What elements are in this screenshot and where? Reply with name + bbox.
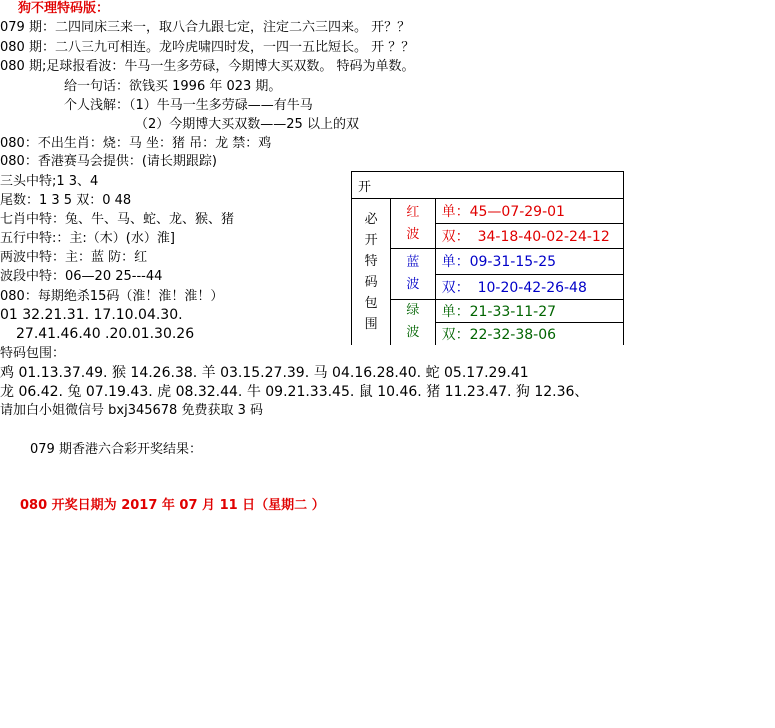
prediction-079: 079 期：二四同床三来一，取八合九跟七定，注定二六三四来。 开？？ (0, 20, 411, 35)
page-title: 狗不理特码版： (18, 1, 110, 16)
tema-box (351, 171, 624, 345)
box-vertical-char: 特 (364, 254, 378, 269)
wechat-note: 请加白小姐微信号 bxj345678 免费获取 3 码 (0, 403, 263, 418)
blue-wave-label (391, 249, 435, 300)
box-vertical-label (352, 199, 391, 346)
kill-numbers-title: 080：每期绝杀15码（淮！淮！淮！） (0, 289, 224, 304)
five-elements: 五行中特:：主:（木）(水）淮] (0, 231, 175, 246)
kill-numbers-2: 27.41.46.40 .20.01.30.26 (16, 326, 195, 342)
result-title: 079 期香港六合彩开奖结果： (30, 442, 202, 457)
seven-zodiac: 七肖中特：兔、牛、马、蛇、龙、猴、猪 (0, 212, 235, 227)
box-vertical-char: 开 (364, 233, 378, 248)
two-waves: 两波中特：主：蓝 防：红 (0, 250, 148, 265)
blue-double-row (435, 274, 623, 299)
three-heads: 三头中特;1 3、4 (0, 174, 99, 189)
opinion-line-2: （2）今期博大买双数——25 以上的双 (135, 117, 359, 132)
tail-numbers: 尾数：1 3 5 双：0 48 (0, 193, 132, 208)
blue-single-label: 单： (441, 254, 470, 271)
blue-single-row (435, 249, 623, 275)
red-double-label: 双： (441, 229, 470, 245)
box-vertical-char: 码 (364, 275, 378, 290)
blue-double-label: 双： (441, 279, 470, 296)
blue-single-value: 09-31-15-25 (469, 254, 557, 271)
red-single-row (435, 199, 623, 224)
tema-label: 特码包围： (0, 346, 66, 361)
prediction-080-football: 080 期;足球报看波：牛马一生多劳碌，今期博大买双数。 特码为单数。 (0, 59, 415, 74)
green-single-label: 单： (441, 303, 470, 320)
box-vertical-char: 围 (364, 317, 378, 332)
zodiac-exclusions: 080：不出生肖：烧：马 坐：猪 吊：龙 禁：鸡 (0, 136, 272, 151)
red-single-label: 单： (441, 204, 470, 220)
zodiac-numbers-2: 龙 06.42. 兔 07.19.43. 虎 08.32.44. 牛 09.21.33.45. 鼠 10.46. 猪 11.23.47. 狗 12.36、 (0, 384, 589, 400)
red-wave-label (391, 199, 435, 249)
prediction-080-poem: 080 期：二八三九可相连。龙吟虎啸四时发，一四一五比短长。 开 ？？ (0, 40, 415, 55)
hk-jockey-note: 080：香港赛马会提供：(请长期跟踪) (0, 154, 217, 169)
green-double-value: 22-32-38-06 (469, 327, 557, 343)
red-wave-char: 红 (406, 204, 420, 220)
box-vertical-char: 包 (364, 296, 378, 311)
red-double-row (435, 224, 623, 249)
green-wave-char: 绿 (406, 303, 420, 319)
draw-date: 080 开奖日期为 2017 年 07 月 11 日（星期二 ） (20, 498, 325, 513)
opinion-line-1: 个人浅解：（1）牛马一生多劳碌——有牛马 (64, 98, 313, 113)
zodiac-numbers-1: 鸡 01.13.37.49. 猴 14.26.38. 羊 03.15.27.39. 马 04.16.28.40. 蛇 05.17.29.41 (0, 365, 529, 381)
green-single-value: 21-33-11-27 (469, 303, 557, 320)
blue-double-value: 10-20-42-26-48 (477, 279, 587, 296)
red-double-value: 34-18-40-02-24-12 (477, 229, 610, 245)
green-wave-char: 波 (406, 325, 420, 341)
green-double-label: 双： (441, 327, 470, 343)
green-double-row (435, 323, 623, 346)
green-wave-label (391, 299, 435, 345)
box-vertical-char: 必 (364, 212, 378, 227)
blue-wave-char: 波 (406, 276, 420, 292)
green-single-row (435, 299, 623, 323)
box-kai-header: 开 (352, 172, 624, 199)
kill-numbers-1: 01 32.21.31. 17.10.04.30. (0, 307, 183, 323)
red-single-value: 45—07-29-01 (469, 204, 565, 220)
hint-saying: 给一句话：欲钱买 1996 年 023 期。 (64, 79, 282, 94)
blue-wave-char: 蓝 (406, 254, 420, 270)
wave-segment: 波段中特：06—20 25---44 (0, 269, 163, 284)
red-wave-char: 波 (406, 226, 420, 242)
